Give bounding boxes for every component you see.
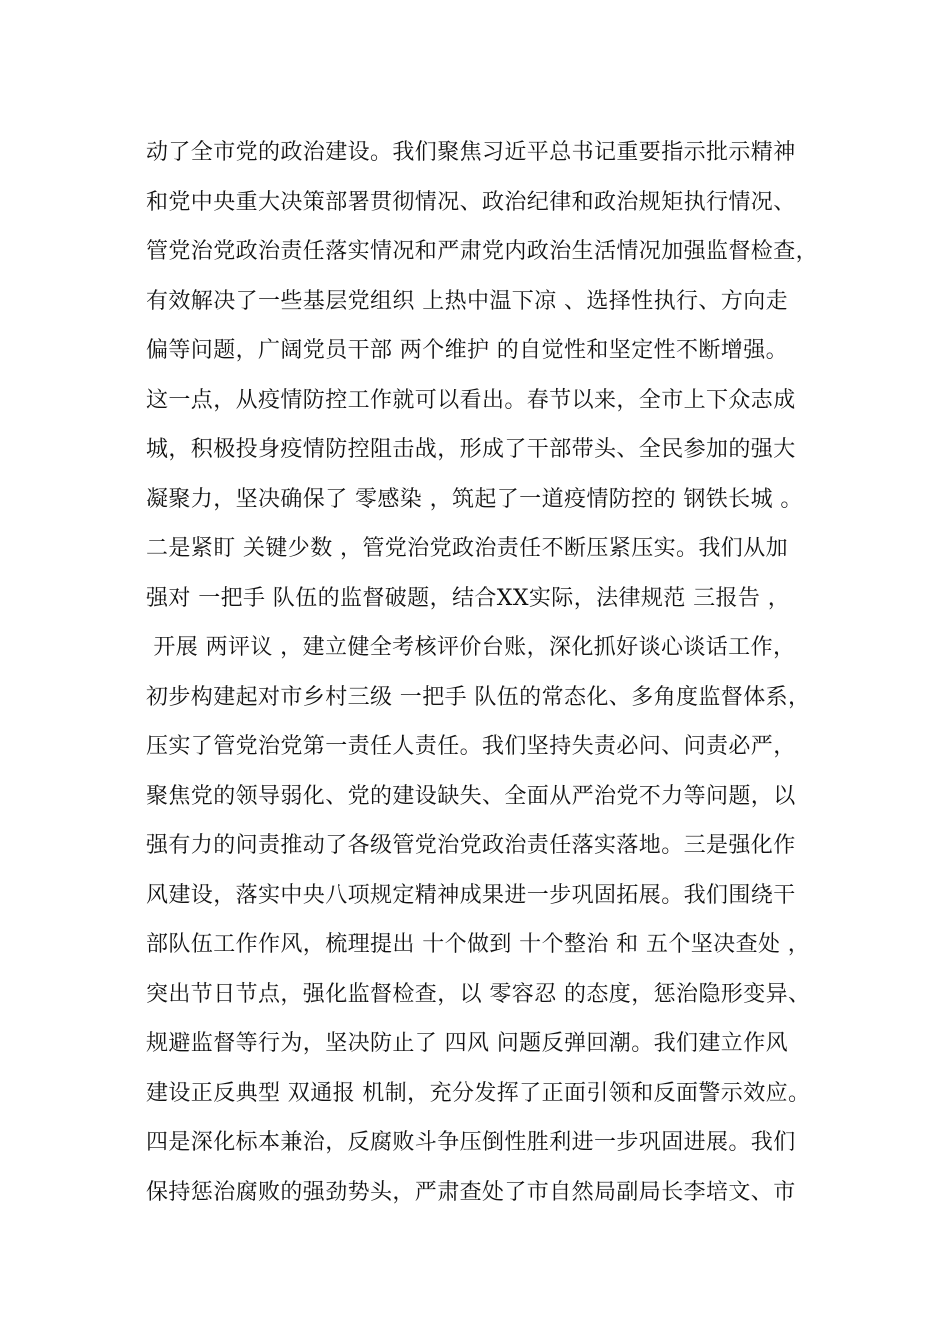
text-line-10: 强对 一把手 队伍的监督破题，结合XX实际，法律规范 三报告 ，: [146, 585, 791, 611]
text-line-6: 这一点，从疫情防控工作就可以看出。春节以来，全市上下众志成: [146, 387, 796, 413]
text-line-22: 保持惩治腐败的强劲势头，严肃查处了市自然局副局长李培文、市: [146, 1179, 796, 1205]
text-line-1: 动了全市党的政治建设。我们聚焦习近平总书记重要指示批示精神: [146, 140, 796, 165]
text-line-13: 压实了管党治党第一责任人责任。我们坚持失责必问、问责必严，: [146, 734, 796, 759]
text-line-15: 强有力的问责推动了各级管党治党政治责任落实落地。三是强化作: [146, 833, 796, 858]
text-line-8: 凝聚力，坚决确保了 零感染 ，筑起了一道疫情防控的 钢铁长城 。: [146, 486, 803, 512]
text-line-18: 突出节日节点，强化监督检查，以 零容忍 的态度，惩治隐形变异、: [146, 981, 811, 1007]
text-line-9: 二是紧盯 关键少数 ，管党治党政治责任不断压紧压实。我们从加: [146, 536, 788, 561]
text-line-16: 风建设，落实中央八项规定精神成果进一步巩固拓展。我们围绕干: [146, 882, 796, 908]
text-line-20: 建设正反典型 双通报 机制，充分发挥了正面引领和反面警示效应。: [146, 1080, 811, 1106]
text-line-7: 城，积极投身疫情防控阻击战，形成了干部带头、全民参加的强大: [146, 437, 796, 462]
text-line-5: 偏等问题，广阔党员干部 两个维护 的自觉性和坚定性不断增强。: [146, 338, 788, 363]
text-line-19: 规避监督等行为，坚决防止了 四风 问题反弹回潮。我们建立作风: [146, 1031, 788, 1056]
body-text: [146, 128, 846, 1217]
text-line-12: 初步构建起对市乡村三级 一把手 队伍的常态化、多角度监督体系，: [146, 684, 811, 710]
text-line-2: 和党中央重大决策部署贯彻情况、政治纪律和政治规矩执行情况、: [146, 189, 796, 215]
text-line-21: 四是深化标本兼治，反腐败斗争压倒性胜利进一步巩固进展。我们: [146, 1130, 796, 1155]
text-line-14: 聚焦党的领导弱化、党的建设缺失、全面从严治党不力等问题，以: [146, 783, 796, 809]
text-line-4: 有效解决了一些基层党组织 上热中温下凉 、选择性执行、方向走: [146, 288, 788, 314]
text-line-11: 开展 两评议 ，建立健全考核评价台账，深化抓好谈心谈话工作，: [146, 635, 796, 660]
text-line-17: 部队伍工作作风，梳理提出 十个做到 十个整治 和 五个坚决查处 ，: [146, 932, 811, 957]
text-line-3: 管党治党政治责任落实情况和严肃党内政治生活情况加强监督检查，: [146, 239, 819, 264]
